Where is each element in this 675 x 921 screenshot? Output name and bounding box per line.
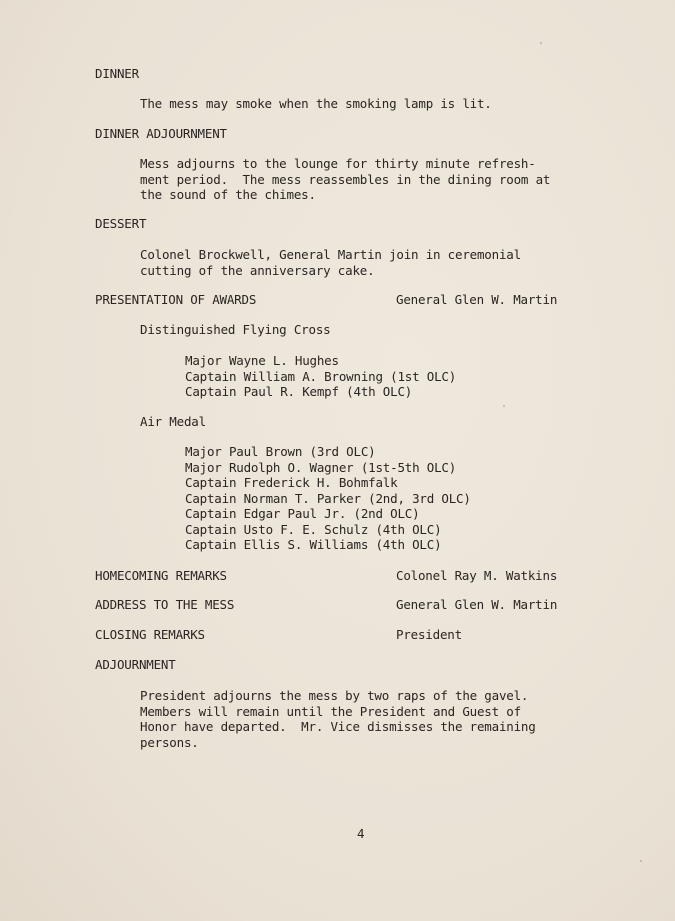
dinner-adjournment-text [140,156,580,203]
presentation-presenter: General Glen W. Martin [396,292,558,307]
dfc-recipient-list [185,353,456,400]
homecoming-speaker: Colonel Ray M. Watkins [396,568,558,583]
dessert-heading: DESSERT [95,216,147,231]
paper-speck [540,42,542,44]
recipient-item: Captain William A. Browning (1st OLC) [185,368,457,384]
adjournment-line: Honor have departed. Mr. Vice dismisses the remaining [140,719,536,734]
dinner-text-line: The mess may smoke when the smoking lamp is lit. [140,96,492,111]
adjournment-text [140,688,580,750]
recipient-item: Captain Norman T. Parker (2nd, 3rd OLC) [185,490,471,506]
air-medal-recipient-list [185,444,471,553]
recipient-item: Captain Ellis S. Williams (4th OLC) [185,537,442,552]
recipient-item: Captain Edgar Paul Jr. (2nd OLC) [185,506,420,521]
recipient-item: Captain Paul R. Kempf (4th OLC) [185,384,413,399]
dinner-adjournment-line: ment period. The mess reassembles in the dining room at [140,171,551,187]
dessert-line: Colonel Brockwell, General Martin join in ceremonial [140,247,521,262]
homecoming-heading: HOMECOMING REMARKS [95,568,227,583]
air-medal-title: Air Medal [140,414,206,429]
dinner-adjournment-heading: DINNER ADJOURNMENT [95,126,227,141]
address-speaker: General Glen W. Martin [396,597,558,612]
closing-speaker: President [396,627,462,642]
adjournment-heading: ADJOURNMENT [95,657,176,672]
recipient-item: Captain Usto F. E. Schulz (4th OLC) [185,521,442,537]
adjournment-line: persons. [140,734,199,750]
recipient-item: Major Rudolph O. Wagner (1st-5th OLC) [185,459,457,475]
dinner-adjournment-line: the sound of the chimes. [140,187,316,202]
address-heading: ADDRESS TO THE MESS [95,597,235,612]
closing-heading: CLOSING REMARKS [95,627,205,642]
adjournment-line: Members will remain until the President and Guest of [140,703,521,719]
presentation-heading: PRESENTATION OF AWARDS [95,292,257,307]
adjournment-line: President adjourns the mess by two raps of the gavel. [140,688,529,703]
page-number: 4 [357,826,365,841]
dinner-adjournment-line: Mess adjourns to the lounge for thirty minute refresh- [140,156,536,171]
paper-speck [503,405,505,407]
dessert-line: cutting of the anniversary cake. [140,262,375,278]
dessert-text [140,247,580,278]
paper-speck [640,860,642,862]
dinner-text [140,96,580,112]
dfc-title: Distinguished Flying Cross [140,322,331,337]
dinner-heading: DINNER [95,66,139,81]
recipient-item: Major Wayne L. Hughes [185,353,339,368]
recipient-item: Captain Frederick H. Bohmfalk [185,475,398,490]
recipient-item: Major Paul Brown (3rd OLC) [185,444,376,459]
